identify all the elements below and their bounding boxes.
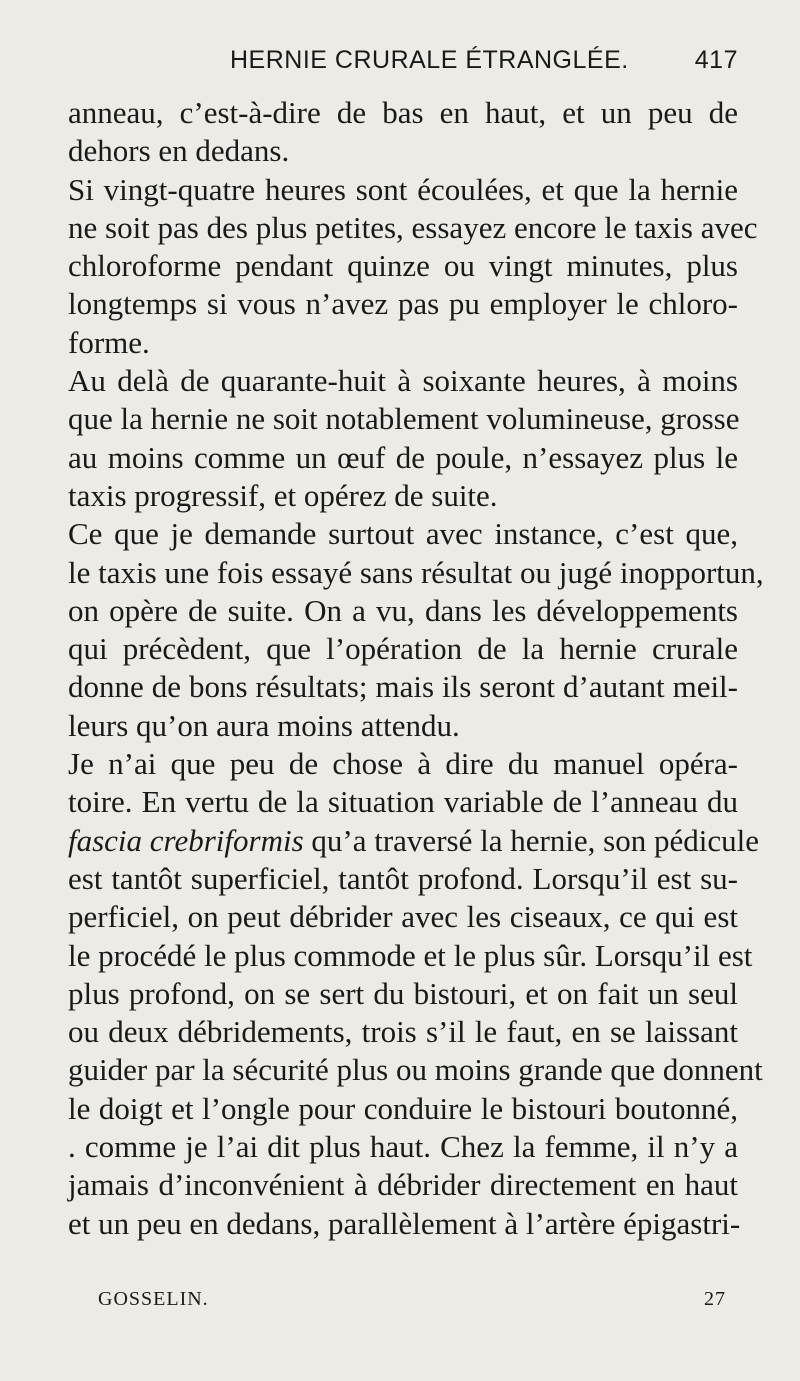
text-line: . comme je l’ai dit plus haut. Chez la femme, il n’y a: [68, 1129, 738, 1165]
signature-mark: GOSSELIN.: [98, 1288, 209, 1310]
text-line: longtemps si vous n’avez pas pu employer le chloro-: [68, 286, 738, 322]
text-line-rest: qu’a traversé la hernie, son pédicule: [311, 822, 759, 858]
italic-term: fascia crebriformis: [68, 822, 304, 858]
text-line: ne soit pas des plus petites, essayez encore le taxis avec: [68, 209, 758, 245]
text-line: donne de bons résultats; mais ils seront d’autant meil-: [68, 669, 738, 705]
text-line: jamais d’inconvénient à débrider directement en haut: [68, 1167, 738, 1203]
text-line: que la hernie ne soit notablement volumineuse, grosse: [68, 401, 740, 437]
text-line: guider par la sécurité plus ou moins grande que donnent: [68, 1052, 763, 1088]
text-line: et un peu en dedans, parallèlement à l’artère épigastri-: [68, 1205, 741, 1241]
running-title: HERNIE CRURALE ÉTRANGLÉE.: [230, 46, 629, 74]
text-line: au moins comme un œuf de poule, n’essayez plus le: [68, 439, 738, 475]
text-line: plus profond, on se sert du bistouri, et on fait un seul: [68, 975, 738, 1011]
text-line-with-italic: [68, 822, 759, 860]
text-line: qui précèdent, que l’opération de la hernie crurale: [68, 631, 738, 667]
text-line: toire. En vertu de la situation variable de l’anneau du: [68, 784, 738, 820]
page-number: 417: [694, 46, 738, 74]
text-line: le taxis une fois essayé sans résultat ou jugé inopportun,: [68, 554, 764, 590]
text-line: le procédé le plus commode et le plus sûr. Lorsqu’il est: [68, 937, 753, 973]
text-line: taxis progressif, et opérez de suite.: [68, 477, 498, 513]
text-line: Au delà de quarante-huit à soixante heures, à moins: [68, 363, 738, 399]
text-line: le doigt et l’ongle pour conduire le bistouri boutonné,: [68, 1090, 738, 1126]
text-line: Si vingt-quatre heures sont écoulées, et que la hernie: [68, 171, 738, 207]
running-head: [68, 46, 738, 86]
body-text: [68, 94, 764, 1243]
text-line: chloroforme pendant quinze ou vingt minutes, plus: [68, 248, 738, 284]
page-footer: [98, 1288, 730, 1316]
text-line: Je n’ai que peu de chose à dire du manuel opéra-: [68, 746, 738, 782]
text-line: anneau, c’est-à-dire de bas en haut, et un peu de: [68, 95, 738, 130]
text-line: est tantôt superficiel, tantôt profond. Lorsqu’il est su-: [68, 860, 738, 896]
text-line: on opère de suite. On a vu, dans les développements: [68, 592, 738, 628]
text-line: leurs qu’on aura moins attendu.: [68, 707, 460, 743]
sheet-number: 27: [704, 1288, 726, 1310]
text-line: Ce que je demande surtout avec instance, c’est que,: [68, 516, 738, 552]
text-line: perficiel, on peut débrider avec les ciseaux, ce qui est: [68, 899, 738, 935]
text-line: dehors en dedans.: [68, 133, 290, 169]
text-line: forme.: [68, 324, 150, 360]
text-line: ou deux débridements, trois s’il le faut, en se laissant: [68, 1014, 738, 1050]
